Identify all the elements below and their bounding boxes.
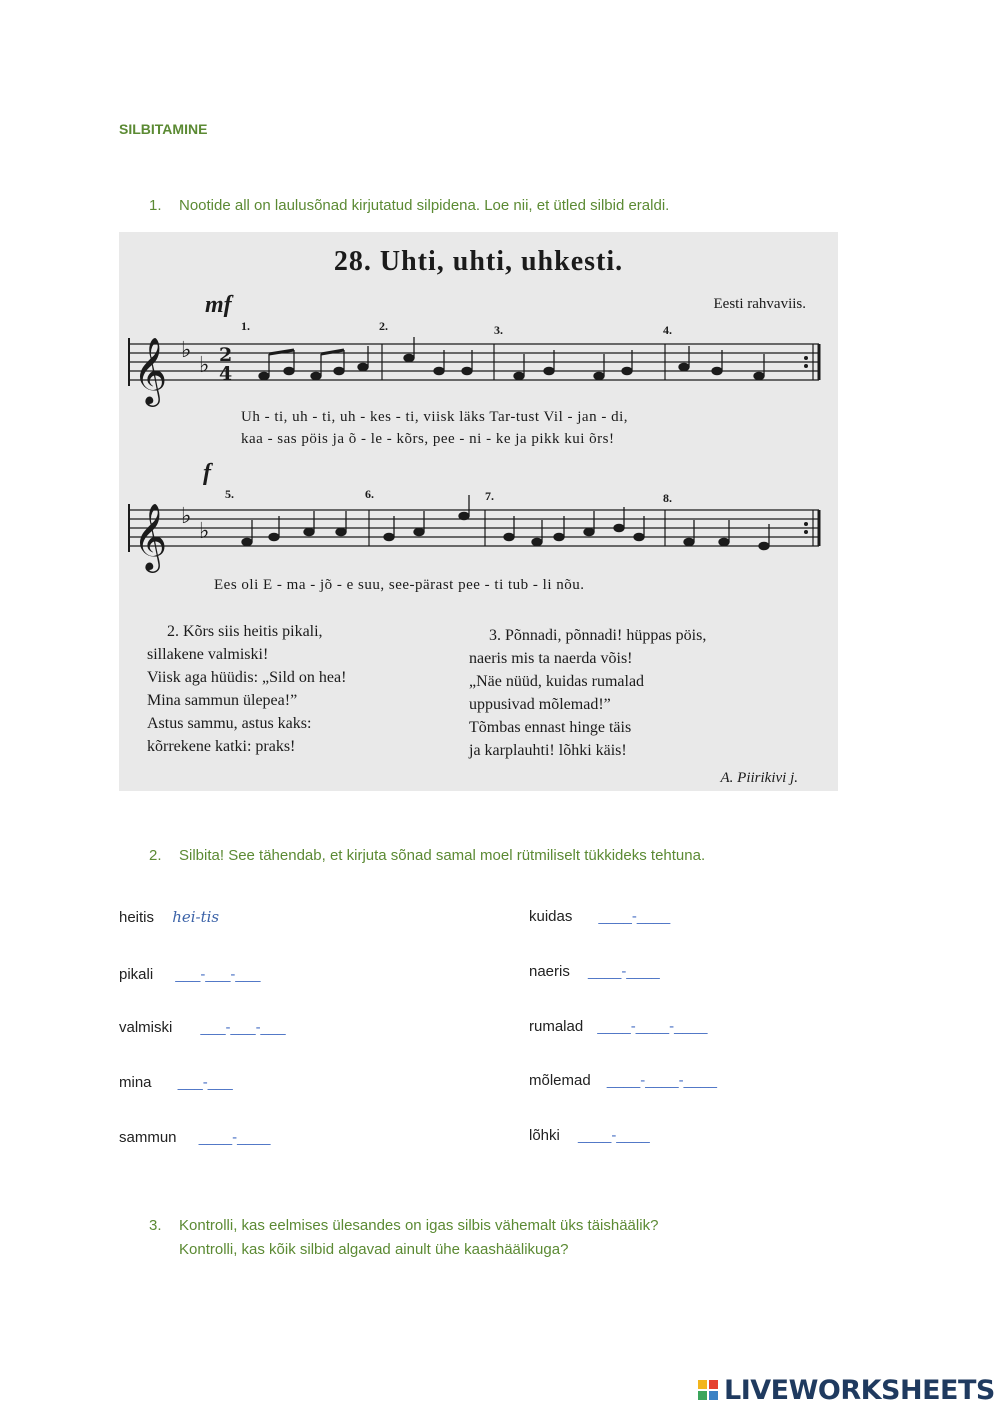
verse-line: sillakene valmiski! <box>147 646 269 663</box>
dynamic-f: f <box>203 460 211 486</box>
answer-blank[interactable]: ____-____ <box>578 1127 650 1144</box>
svg-text:♭: ♭ <box>181 504 192 529</box>
exercise-row-naeris <box>529 963 660 980</box>
answer-blank[interactable]: ___-___-___ <box>175 966 261 983</box>
lyrics-line-1: Uh - ti, uh - ti, uh - kes - ti, viisk läks Tar-tust Vil - jan - di, <box>241 409 628 425</box>
svg-text:4: 4 <box>219 363 233 385</box>
verse-line: „Näe nüüd, kuidas rumalad <box>469 673 645 690</box>
measure-number: 3. <box>494 323 503 337</box>
task-number: 1. <box>149 197 162 214</box>
logo-text: LIVEWORKSHEETS <box>724 1375 995 1406</box>
verse-line: Astus sammu, astus kaks: <box>147 715 312 732</box>
measure-number: 8. <box>663 491 672 505</box>
exercise-row-kuidas <box>529 908 670 925</box>
answer-blank[interactable]: ___-___-___ <box>200 1019 286 1036</box>
verse-3 <box>469 624 706 762</box>
measure-number: 6. <box>365 487 374 501</box>
word-label: rumalad <box>529 1018 584 1035</box>
svg-text:2: 2 <box>219 344 233 366</box>
exercise-row-heitis <box>119 908 219 926</box>
word-label: naeris <box>529 963 570 980</box>
verse-line: ja karplauhti! lõhki käis! <box>469 742 627 759</box>
answer-blank[interactable]: ____-____-____ <box>606 1072 717 1089</box>
logo-square <box>698 1380 707 1389</box>
word-label: mõlemad <box>529 1072 591 1089</box>
word-label: mina <box>119 1074 152 1091</box>
task-text: Silbita! See tähendab, et kirjuta sõnad samal moel rütmiliselt tükkideks tehtuna. <box>179 847 706 864</box>
exercise-row-molemad <box>529 1072 717 1089</box>
answer-blank[interactable]: ___-___ <box>177 1074 233 1091</box>
word-label: kuidas <box>529 908 573 925</box>
lyrics-line-3: Ees oli E - ma - jõ - e suu, see-pärast pee - ti tub - li nõu. <box>214 577 585 593</box>
verse-line: Mina sammun ülepea!” <box>147 692 298 709</box>
verse-2 <box>147 620 346 758</box>
author: A. Piirikivi j. <box>720 770 798 786</box>
svg-text:♭: ♭ <box>181 338 192 363</box>
task-number: 2. <box>149 847 162 864</box>
verse-line: kõrrekene katki: praks! <box>147 738 296 755</box>
answer-blank[interactable]: ____-____ <box>588 963 660 980</box>
answer-blank[interactable]: ____-____ <box>598 908 671 925</box>
verse-line: 3. Põnnadi, põnnadi! hüppas pöis, <box>489 627 707 644</box>
measure-number: 7. <box>485 489 494 503</box>
word-label: heitis <box>119 909 155 926</box>
word-label: valmiski <box>119 1019 173 1036</box>
worksheet-title: SILBITAMINE <box>119 121 208 137</box>
verse-line: Tõmbas ennast hinge täis <box>469 719 632 736</box>
svg-text:♭: ♭ <box>199 353 210 378</box>
measure-number: 2. <box>379 319 388 333</box>
sheet-music-image <box>119 232 838 791</box>
measure-number: 5. <box>225 487 234 501</box>
exercise-row-sammun <box>119 1129 270 1146</box>
word-label: lõhki <box>529 1127 560 1144</box>
exercise-row-valmiski <box>119 1019 286 1036</box>
answer-blank[interactable]: ____-____ <box>198 1129 271 1146</box>
svg-text:♭: ♭ <box>199 519 210 544</box>
measure-number: 1. <box>241 319 250 333</box>
svg-text:𝄞: 𝄞 <box>133 502 168 570</box>
verse-line: 2. Kõrs siis heitis pikali, <box>167 623 323 640</box>
verse-line: naeris mis ta naerda võis! <box>469 650 633 667</box>
exercise-row-pikali <box>119 966 260 983</box>
exercise-row-rumalad <box>529 1018 707 1035</box>
task-number: 3. <box>149 1217 162 1234</box>
logo-square <box>709 1391 718 1400</box>
measure-number: 4. <box>663 323 672 337</box>
dynamic-mf: mf <box>205 292 232 318</box>
answer-blank[interactable]: ____-____-____ <box>597 1018 708 1035</box>
composer: Eesti rahvaviis. <box>713 296 806 312</box>
logo-square <box>709 1380 718 1389</box>
word-label: sammun <box>119 1129 177 1146</box>
task-text: Kontrolli, kas eelmises ülesandes on igas silbis vähemalt üks täishäälik? <box>179 1217 659 1234</box>
exercise-row-lohki <box>529 1127 650 1144</box>
task-text: Nootide all on laulusõnad kirjutatud silpidena. Loe nii, et ütled silbid eraldi. <box>179 197 670 214</box>
exercise-row-mina <box>119 1074 233 1091</box>
lyrics-line-2: kaa - sas pöis ja õ - le - kõrs, pee - ni - ke ja pikk kui õrs! <box>241 431 615 447</box>
verse-line: Viisk aga hüüdis: „Sild on hea! <box>147 669 347 686</box>
task-text-2: Kontrolli, kas kõik silbid algavad ainult ühe kaashäälikuga? <box>179 1241 569 1258</box>
answer-field[interactable]: hei-tis <box>172 908 220 926</box>
logo-square <box>698 1391 707 1400</box>
svg-text:𝄞: 𝄞 <box>133 336 168 404</box>
word-label: pikali <box>119 966 154 983</box>
verse-line: uppusivad mõlemad!” <box>469 696 611 713</box>
song-title: 28. Uhti, uhti, uhkesti. <box>333 246 624 277</box>
